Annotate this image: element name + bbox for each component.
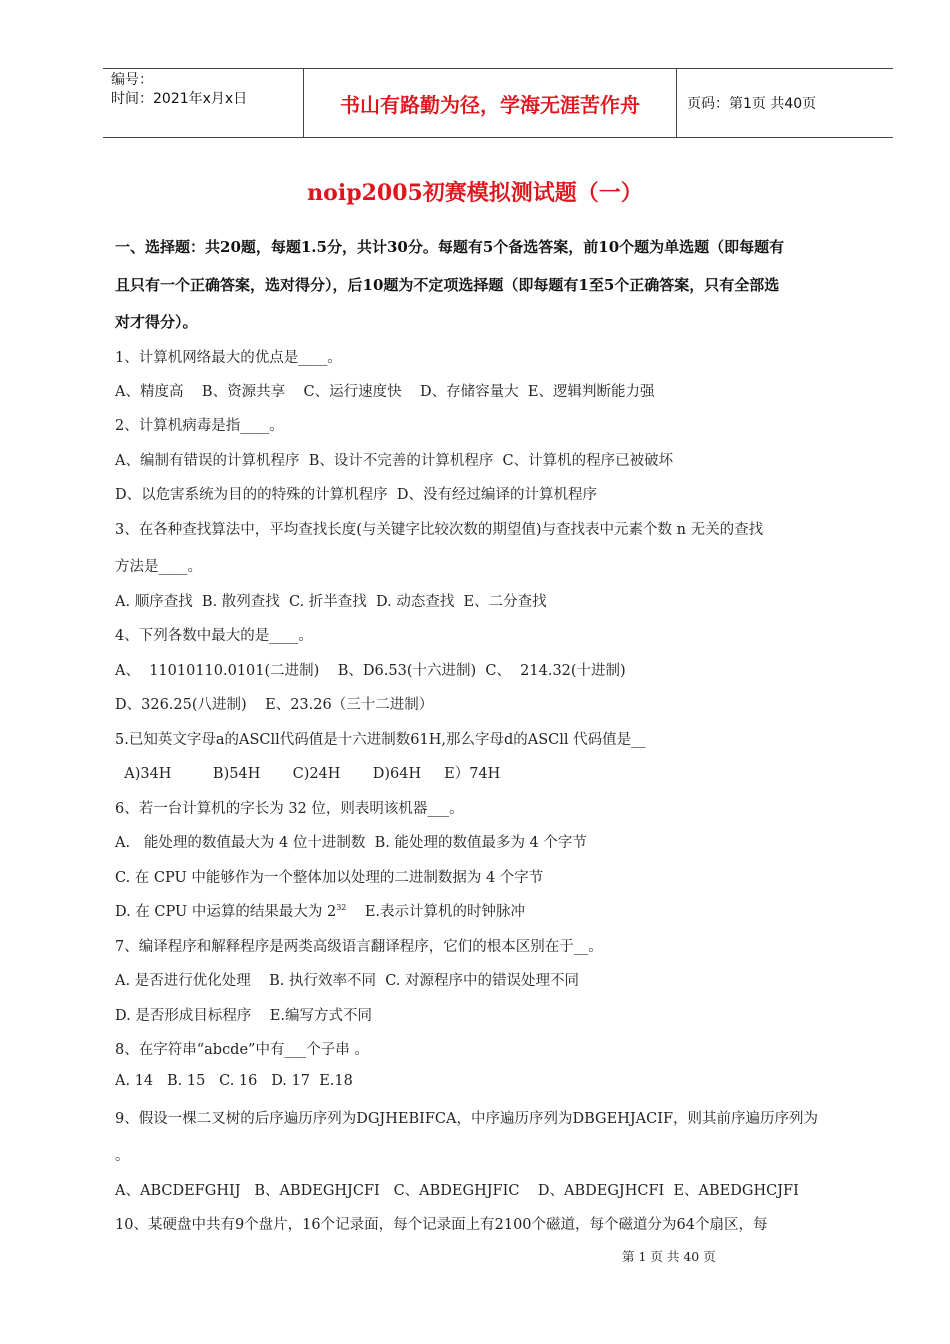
question-line: A、ABCDEFGHIJ B、ABDEGHJCFI C、ABDEGHJFIC D、ABDEGJHCFI E、ABEDGHCJFI: [115, 1183, 799, 1199]
page-footer: 第 1 页 共 40 页: [622, 1249, 716, 1264]
section-intro-line-2: 且只有一个正确答案，选对得分），后10题为不定项选择题（即每题有1至5个正确答案，只有全部选: [115, 276, 780, 294]
header-meta: [103, 69, 304, 137]
question-line: A. 顺序查找 B. 散列查找 C. 折半查找 D. 动态查找 E、二分查找: [115, 594, 547, 610]
question-line: 方法是____。: [115, 559, 202, 575]
time-label: 时间：2021年x月x日: [111, 91, 248, 107]
question-line: 1、计算机网络最大的优点是____。: [115, 350, 342, 366]
number-label: 编号：: [111, 72, 153, 88]
question-line: A、 11010110.0101(二进制) B、D6.53(十六进制) C、 214.32(十进制): [115, 663, 626, 679]
question-line: A、精度高 B、资源共享 C、运行速度快 D、存储容量大 E、逻辑判断能力强: [115, 384, 655, 400]
question-line: 3、在各种查找算法中，平均查找长度(与关键字比较次数的期望值)与查找表中元素个数 n 无关的查找: [115, 522, 764, 538]
section-intro-line-1: 一、选择题：共20题，每题1.5分，共计30分。每题有5个备选答案，前10个题为单选题（即每题有: [115, 238, 785, 256]
question-line: A. 是否进行优化处理 B. 执行效率不同 C. 对源程序中的错误处理不同: [115, 973, 580, 989]
question-line: D、以危害系统为目的的特殊的计算机程序 D、没有经过编译的计算机程序: [115, 487, 597, 503]
question-line: D. 是否形成目标程序 E.编写方式不同: [115, 1008, 372, 1024]
question-line: A)34H B)54H C)24H D)64H E）74H: [115, 766, 501, 782]
question-line: [115, 900, 525, 921]
question-line: 10、某硬盘中共有9个盘片，16个记录面，每个记录面上有2100个磁道，每个磁道分为64个扇区，每: [115, 1217, 768, 1233]
document-title: noip2005初赛模拟测试题（一）: [307, 180, 643, 206]
question-line: 6、若一台计算机的字长为 32 位，则表明该机器___。: [115, 801, 464, 817]
question-line: 7、编译程序和解释程序是两类高级语言翻译程序，它们的根本区别在于__。: [115, 939, 603, 955]
question-line: 9、假设一棵二叉树的后序遍历序列为DGJHEBIFCA，中序遍历序列为DBGEHJACIF，则其前序遍历序列为: [115, 1111, 819, 1127]
question-line: 。: [115, 1148, 130, 1164]
question-line: 2、计算机病毒是指____。: [115, 418, 284, 434]
option-text: E.表示计算机的时钟脉冲: [346, 904, 526, 920]
header-page-code: 页码：第1页 共40页: [687, 96, 817, 112]
question-line: C. 在 CPU 中能够作为一个整体加以处理的二进制数据为 4 个字节: [115, 870, 544, 886]
question-line: 5.已知英文字母a的ASCll代码值是十六进制数61H,那么字母d的ASCll 代码值是__: [115, 732, 646, 748]
exponent: 32: [336, 903, 347, 913]
question-text: D. 在 CPU 中运算的结果最大为 2: [115, 904, 337, 920]
question-line: A. 能处理的数值最大为 4 位十进制数 B. 能处理的数值最多为 4 个字节: [115, 835, 587, 851]
page-header: [103, 68, 893, 138]
header-motto: 书山有路勤为径，学海无涯苦作舟: [304, 69, 677, 137]
question-line: 8、在字符串“abcde”中有___个子串 。: [115, 1042, 369, 1058]
section-intro-line-3: 对才得分）。: [115, 313, 198, 331]
question-line: A、编制有错误的计算机程序 B、设计不完善的计算机程序 C、计算机的程序已被破坏: [115, 453, 674, 469]
question-line: 4、下列各数中最大的是____。: [115, 628, 313, 644]
question-line: D、326.25(八进制) E、23.26（三十二进制）: [115, 697, 434, 713]
question-line: A. 14 B. 15 C. 16 D. 17 E.18: [115, 1073, 353, 1089]
